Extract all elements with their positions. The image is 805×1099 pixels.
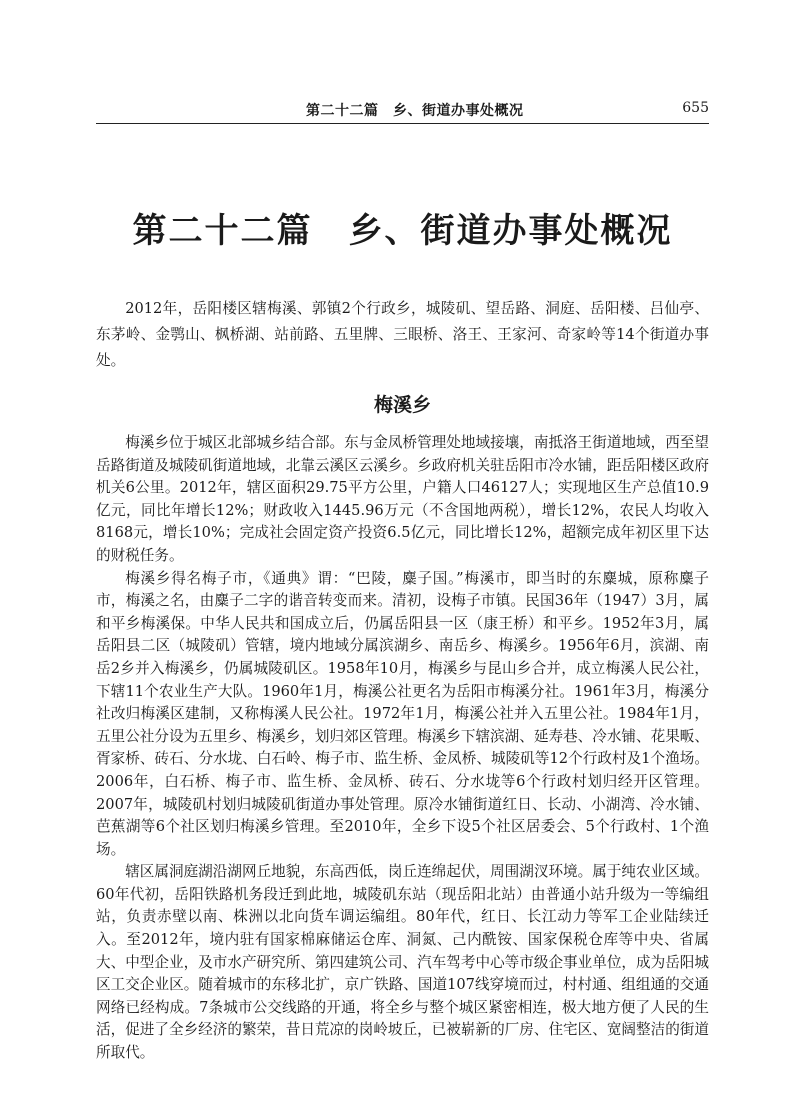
header-rule — [96, 123, 709, 124]
page-number: 655 — [682, 100, 709, 116]
section-body — [96, 432, 709, 1065]
running-header — [96, 98, 709, 124]
body-paragraph: 梅溪乡得名梅子市，《通典》谓：“巴陵，麋子国。”梅溪市，即当时的东麋城，原称麋子市，梅溪之名，由麋子二字的谐音转变而来。清初，设梅子市镇。民国36年（1947）3月，属和平乡梅溪保。中华人民共和国成立后，仍属岳阳县一区（康王桥）和平乡。1952年3月，属岳阳县二区（城陵矶）管辖，境内地域分属滨湖乡、南岳乡、梅溪乡。1956年6月，滨湖、南岳2乡并入梅溪乡，仍属城陵矶区。1958年10月，梅溪乡与昆山乡合并，成立梅溪人民公社，下辖11个农业生产大队。1960年1月，梅溪公社更名为岳阳市梅溪分社。1961年3月，梅溪分社改归梅溪区建制，又称梅溪人民公社。1972年1月，梅溪公社并入五里公社。1984年1月，五里公社分设为五里乡、梅溪乡，划归郊区管理。梅溪乡下辖滨湖、延寿巷、冷水铺、花果畈、胥家桥、砖石、分水垅、白石岭、梅子市、监生桥、金凤桥、城陵矶等12个行政村及1个渔场。2006年，白石桥、梅子市、监生桥、金凤桥、砖石、分水垅等6个行政村划归经开区管理。2007年，城陵矶村划归城陵矶街道办事处管理。原冷水铺街道红日、长动、小湖湾、冷水铺、芭蕉湖等6个社区划归梅溪乡管理。至2010年，全乡下设5个社区居委会、5个行政村、1个渔场。 — [96, 569, 709, 858]
intro-paragraph: 2012年，岳阳楼区辖梅溪、郭镇2个行政乡，城陵矶、望岳路、洞庭、岳阳楼、吕仙亭、东茅岭、金鹗山、枫桥湖、站前路、五里牌、三眼桥、洛王、王家河、奇家岭等14个街道办事处。 — [96, 300, 709, 369]
body-paragraph: 辖区属洞庭湖沿湖网丘地貌，东高西低，岗丘连绵起伏，周围湖汊环境。属于纯农业区域。60年代初，岳阳铁路机务段迁到此地，城陵矶东站（现岳阳北站）由普通小站升级为一等编组站，负责赤壁以南、株洲以北向货车调运编组。80年代，红日、长江动力等军工企业陆续迁入。至2012年，境内驻有国家棉麻储运仓库、洞氮、己内酰铵、国家保税仓库等中央、省属大、中型企业，及市水产研究所、第四建筑公司、汽车驾考中心等市级企事业单位，成为岳阳城区工交企业区。随着城市的东移北扩，京广铁路、国道107线穿境而过，村村通、组组通的交通网络已经构成。7条城市公交线路的开通，将全乡与整个城区紧密相连，极大地方便了人民的生活，促进了全乡经济的繁荣，昔日荒凉的岗岭坡丘，已被崭新的厂房、住宅区、宽阔整洁的街道所取代。 — [96, 863, 709, 1062]
section-heading: 梅溪乡 — [373, 394, 431, 416]
running-title: 第二十二篇 乡、街道办事处概况 — [306, 103, 524, 119]
chapter-title: 第二十二篇 乡、街道办事处概况 — [132, 211, 673, 251]
body-paragraph: 梅溪乡位于城区北部城乡结合部。东与金凤桥管理处地域接壤，南抵洛王街道地域，西至望岳路街道及城陵矶街道地域，北靠云溪区云溪乡。乡政府机关驻岳阳市冷水铺，距岳阳楼区政府机关6公里。2012年，辖区面积29.75平方公里，户籍人口46127人；实现地区生产总值10.9亿元，同比年增长12%；财政收入1445.96万元（不含国地两税），增长12%，农民人均收入8168元，增长10%；完成社会固定资产投资6.5亿元，同比增长12%，超额完成年初区里下达的财税任务。 — [96, 434, 709, 564]
